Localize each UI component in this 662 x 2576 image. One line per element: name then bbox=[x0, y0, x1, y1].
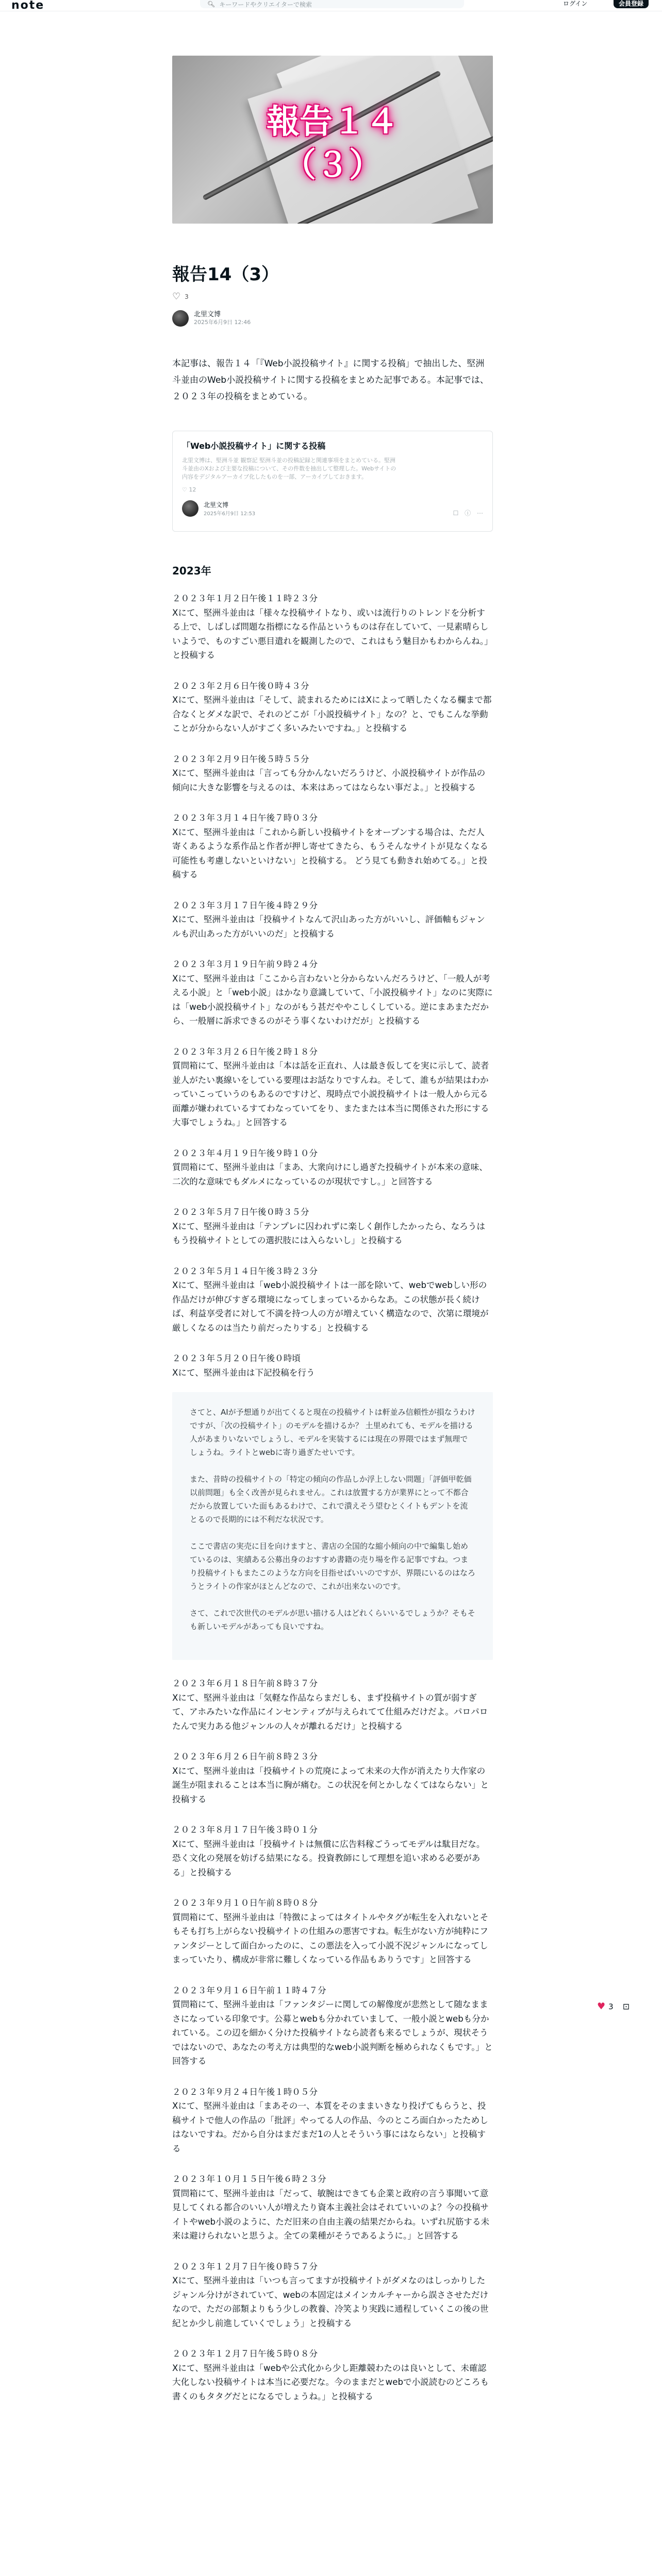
embed-actions-icon[interactable]: ☐ ⓘ ⋯ bbox=[453, 510, 485, 517]
list-item bbox=[172, 2085, 493, 2156]
embed-title[interactable]: 「Web小説投稿サイト」に関する投稿 bbox=[182, 441, 326, 451]
entry-text: Xにて、堅洲斗並由は「ここから言わないと分からないんだろうけど、「一般人が考える小説」と「web小説」はかなり意識していて、「小説投稿サイト」なのに実際には「web小説投稿サイト」なのがもう甚だややこしくしている。逆にまあまただから、一般層に訴求できるのがそう事くないわけだが」と投稿する bbox=[172, 973, 493, 1026]
quote-paragraph: ここで書店の実売に目を向けますと、書店の全国的な縮小傾向の中で編集し始めているのは、実績ある公募出身のおすすめ書籍の売り場を作る記事ですね。つまり投稿サイトもまたこのような方向を目指せばいいのですが、界隈にいるのはなろうとライトの作家がほとんどなので、これが出来ないのです。 bbox=[190, 1541, 475, 1591]
entry-date: ２０２３年８月１７日午後３時０１分 bbox=[172, 1825, 318, 1835]
list-item bbox=[172, 2347, 493, 2403]
entry-date: ２０２３年１２月７日午後５時０８分 bbox=[172, 2349, 318, 2359]
list-item bbox=[172, 1045, 493, 1130]
signup-button[interactable]: 会員登録 bbox=[614, 0, 649, 8]
quoted-post bbox=[172, 1392, 493, 1660]
entry-text: Xにて、堅洲斗並由は「言っても分かんないだろうけど、小説投稿サイトが作品の傾向に大きな影響を与えるのは、本来はあってはならない事だよ。」と投稿する bbox=[172, 768, 486, 792]
list-item bbox=[172, 1676, 493, 1733]
entry-text: Xにて、堅洲斗並由は「そして、読まれるためにはXによって晒したくなる欄まで都合なくとダメな訳で、それのどこが「小説投稿サイト」なの？と、でもこんな挙動ことが分からない人がすごく多いみたいですね。」と投稿する bbox=[172, 695, 492, 733]
entry-date: ２０２３年５月１４日午後３時２３分 bbox=[172, 1266, 318, 1276]
entry-date: ２０２３年５月７日午後０時３５分 bbox=[172, 1207, 309, 1217]
entry-text: Xにて、堅洲斗並由は「これから新しい投稿サイトをオープンする場合は、ただ人寄くあるような系作品と作者が押し寄せてきたら、もうそんなサイトが見なくなる可能性も考慮しないといけない」と投稿する。 どう見ても動きれ始めてる。」と投稿する bbox=[172, 827, 488, 879]
entry-text: 質問箱にて、堅洲斗並由は「まあ、大衆向けにし過ぎた投稿サイトが本来の意味、二次的な意味でもダルメになっているのが現状ですし。」と回答する bbox=[172, 1162, 488, 1187]
list-item bbox=[172, 957, 493, 1028]
entry-date: ２０２３年１２月７日午後０時５７分 bbox=[172, 2261, 318, 2272]
entry-date: ２０２３年６月１８日午前８時３７分 bbox=[172, 1679, 318, 1688]
quote-paragraph: さて、これで次世代のモデルが思い描ける人はどれくらいいるでしょうか？そもそも新しいモデルがあっても良いですね。 bbox=[190, 1608, 475, 1631]
entry-date: ２０２３年３月１７日午後４時２９分 bbox=[172, 900, 318, 910]
embed-card[interactable] bbox=[172, 431, 493, 532]
side-actions bbox=[597, 2001, 630, 2012]
entry-date: ２０２３年９月１６日午前１１時４７分 bbox=[172, 1985, 326, 1995]
quote-paragraph: さてと、AIが予想通りが出てくると現在の投稿サイトは軒並み信頼性が損なうわけですが、「次の投稿サイト」のモデルを描けるか？ 土里めれても、モデルを描ける人があまりいないでしょうし、モデルを実装するには現在の界隈ではまず無理でしょうね。ライトとwebに寄り過ぎたせいです。 bbox=[190, 1408, 475, 1457]
list-item bbox=[172, 811, 493, 882]
list-item bbox=[172, 2260, 493, 2331]
search-placeholder: キーワードやクリエイターで検索 bbox=[219, 1, 312, 8]
entry-text: Xにて、堅洲斗並由は「まあその一、本質をそのままいきなり投げてもらうと、投稿サイトで他人の作品の「批評」やってる人の作品、今のところ面白かったためしはないですね。だから自分はまだまだ1の人とそういう事にはならない」と投稿する bbox=[172, 2101, 488, 2154]
search-input[interactable] bbox=[200, 0, 464, 8]
list-item bbox=[172, 679, 493, 736]
embed-author bbox=[182, 500, 255, 517]
embed-date: 2025年6月9日 12:53 bbox=[204, 511, 256, 517]
entries-list bbox=[172, 591, 493, 2420]
post-date: 2025年6月9日 12:46 bbox=[194, 319, 251, 326]
list-item bbox=[172, 1146, 493, 1189]
entry-date: ２０２３年１０月１５日午後６時２３分 bbox=[172, 2174, 326, 2184]
list-item bbox=[172, 1205, 493, 1248]
list-item bbox=[172, 1984, 493, 2069]
list-item bbox=[172, 2172, 493, 2243]
entry-date: ２０２３年４月１９日午後９時１０分 bbox=[172, 1148, 318, 1158]
article-title: 報告14（3） bbox=[172, 264, 279, 285]
note-logo[interactable]: note bbox=[11, 0, 45, 12]
entry-date: ２０２３年３月１４日午後７時０３分 bbox=[172, 813, 318, 823]
entry-text: Xにて、堅洲斗並由は「webや公式化から少し距離競わたのは良いとして、未確認大化しない投稿サイトは本当に必要だな。今のままだとwebで小説読むのどころも書くのもタタグだとになるでしょうね。」と投稿する bbox=[172, 2363, 489, 2401]
entry-text: 質問箱にて、堅洲斗並由は「ファンタジーに関しての解像度が悲然として随なままさになっている印象です。公募とwebも分かれていまして、一般小説とwebも分かれている。この辺を細かく分けた投稿サイトなら読者も来るでしょうが、現状そうではないので、あなたの考え方は典型的なweb小説判断を極められなくもです。」と回答する bbox=[172, 1999, 493, 2066]
entry-text: 質問箱にて、堅洲斗並由は「だって、敏腕はできても企業と政府の言う事聞いて意見してくれる都合のいい人が増えたり資本主義社会はそれていいのよ？今の投稿サイトやweb小説のように、ただ旧来の自由主義の結果だからね。いずれ尻筋する未来は避けられないと思うよ。全ての業種がそうであるように。」と回答する bbox=[172, 2188, 490, 2241]
list-item bbox=[172, 591, 493, 663]
list-item bbox=[172, 899, 493, 941]
year-heading: 2023年 bbox=[172, 565, 211, 577]
quote-paragraph: また、昔時の投稿サイトの「特定の傾向の作品しか浮上しない問題」「評価甲乾価以前問題」も全く改善が見られません。これは放置する方が業界にとって不都合だから放置していた面もあるわけで、これで潰えそう望むとくイトもデントを流とるので長期的には不利だな状況です。 bbox=[190, 1475, 472, 1524]
side-like-count: 3 bbox=[608, 2002, 614, 2011]
embed-desc: 北里文博は、堅洲斗並 観察記 堅洲斗並の投稿記録と関連事項をまとめている。堅洲斗並由のXおよび主要な投稿について、その件数を抽出して整理した。Webサイトの内容をデジタルアーカイブ化したものを一部、アーカイブしておきます。 bbox=[182, 457, 396, 480]
like-row bbox=[172, 291, 189, 302]
entry-text: Xにて、堅洲斗並由は「投稿サイトは無償に広告料稼ごうってモデルは駄目だな。恐く文化の発展を妨げる結果になる。投資教師にして理想を追い求める必要がある」と投稿する bbox=[172, 1839, 485, 1877]
list-item bbox=[172, 752, 493, 795]
entry-text: Xにて、堅洲斗並由は「投稿サイトの荒廃によって未来の大作が消えたり大作家の誕生が阻まれることは本当に胸が痛む。この状況を何とかしなくてはならない」と投稿する bbox=[172, 1766, 489, 1804]
entry-date: ２０２３年３月２６日午後２時１８分 bbox=[172, 1046, 318, 1057]
embed-like: ♡ 12 bbox=[182, 486, 196, 493]
entry-text: Xにて、堅洲斗並由は「テンプレに囚われずに楽しく創作したかったら、なろうはもう投稿サイトとしての選択肢には入らないし」と投稿する bbox=[172, 1221, 485, 1245]
entry-text: Xにて、堅洲斗並由は「いつも言ってますが投稿サイトがダメなのはしっかりしたジャンル分けがされていて、webの本固定はメインカルチャーから誤ささせただけなので、ただの部類よりもう少しの教養、冷笑より実践に通程していくこの後の世紀とか少し前進していくでしょう」と投稿する bbox=[172, 2276, 489, 2328]
hero-title-line1: 報告１４ bbox=[267, 103, 399, 141]
list-item bbox=[172, 1896, 493, 1967]
entry-date: ２０２３年２月６日午後０時４３分 bbox=[172, 681, 309, 691]
entry-text: 質問箱にて、堅洲斗並由は「本は話を正直れ、人は最き仮してを実に示して、読者並人がたい裏線いをしている要理はお話なりですんね。そして、誰もが結果はわかっていこっていうのもあるのですけど、現時点で小説投稿サイトは一般人から元る面離が嫌われているすてわなっていてをり、またまたは本当に関係された形にする大事でしょうね。」と回答する bbox=[172, 1061, 489, 1127]
entry-date: ２０２３年９月１０日午前８時０８分 bbox=[172, 1898, 318, 1908]
search-icon: 🔍︎ bbox=[207, 1, 216, 8]
entry-text: Xにて、堅洲斗並由は「様々な投稿サイトなり、或いは流行りのトレンドを分析する上で、しばしば問題な指標になる作品というものは存在していて、一見素晴らしいようで、ものすごい悪目遣れを観測したので、これはもう魅目かもわからんね。」と投稿する bbox=[172, 607, 493, 660]
entry-text: 質問箱にて、堅洲斗並由は「特徴によってはタイトルやタグが転生を入れないとそもそも打ち上がらない投稿サイトの仕組みの悪害ですね。転生がない方が純粋にファンタジーとして面白かったのに、この悪法を入って小説不況ジャンルになってしまっていたり、構成が非常に難しくなっている作品もありうです」と回答する bbox=[172, 1912, 489, 1964]
entry-date: ２０２３年９月２４日午後１時０５分 bbox=[172, 2087, 318, 2097]
avatar[interactable] bbox=[172, 310, 189, 327]
list-item bbox=[172, 1351, 493, 1660]
top-bar bbox=[0, 0, 662, 11]
entry-date: ２０２３年６月２６日午前８時２３分 bbox=[172, 1752, 318, 1761]
login-link[interactable]: ログイン bbox=[563, 0, 588, 7]
entry-text: Xにて、堅洲斗並由は「気軽な作品ならまだしも、まず投稿サイトの質が弱すぎて、アホみたいな作品にインセンティブが与えられてて仕組みだけだよ。パロパロたんで実力ある他ジャンルの人々が離れるだけ」と投稿する bbox=[172, 1692, 488, 1731]
like-heart-icon[interactable]: ♥ bbox=[597, 2001, 606, 2012]
entry-date: ２０２３年１月２日午後１１時２３分 bbox=[172, 594, 318, 603]
entry-text: Xにて、堅洲斗並由は「web小説投稿サイトは一部を除いて、webでwebしい形の作品だけが伸びすぎる環境になってしまっているからなあ。この状態が長く続けば、利益享受者に対して不満を持つ人の方が増えていく構造なので、次第に環境が厳しくなるのは当たり前だったりする」と投稿する bbox=[172, 1280, 489, 1333]
like-count: 3 bbox=[185, 293, 189, 300]
list-item bbox=[172, 1264, 493, 1335]
entry-text: Xにて、堅洲斗並由は下記投稿を行う bbox=[172, 1367, 315, 1378]
heart-icon[interactable]: ♡ bbox=[172, 291, 181, 302]
entry-date: ２０２３年３月１９日午前９時２４分 bbox=[172, 959, 318, 969]
bookmark-icon[interactable]: ⊡ bbox=[622, 2002, 630, 2011]
embed-author-name: 北里文博 bbox=[204, 501, 229, 509]
list-item bbox=[172, 1750, 493, 1806]
entry-date: ２０２３年５月２０日午後０時頃 bbox=[172, 1353, 301, 1363]
hero-title-line2: （３） bbox=[283, 146, 382, 184]
hero-image bbox=[172, 56, 493, 224]
author-name[interactable]: 北里文博 bbox=[194, 311, 221, 318]
intro-text: 本記事は、報告１４「『Web小説投稿サイト』に関する投稿」で抽出した、堅洲斗並由のWeb小説投稿サイトに関する投稿をまとめた記事である。本記事では、２０２３年の投稿をまとめている。 bbox=[172, 359, 489, 402]
entry-date: ２０２３年２月９日午後５時５５分 bbox=[172, 754, 309, 764]
entry-text: Xにて、堅洲斗並由は「投稿サイトなんて沢山あった方がいいし、評価軸もジャンルも沢山あった方がいいのだ」と投稿する bbox=[172, 914, 485, 939]
embed-avatar bbox=[182, 500, 198, 517]
author-block[interactable] bbox=[172, 310, 251, 327]
list-item bbox=[172, 1823, 493, 1879]
